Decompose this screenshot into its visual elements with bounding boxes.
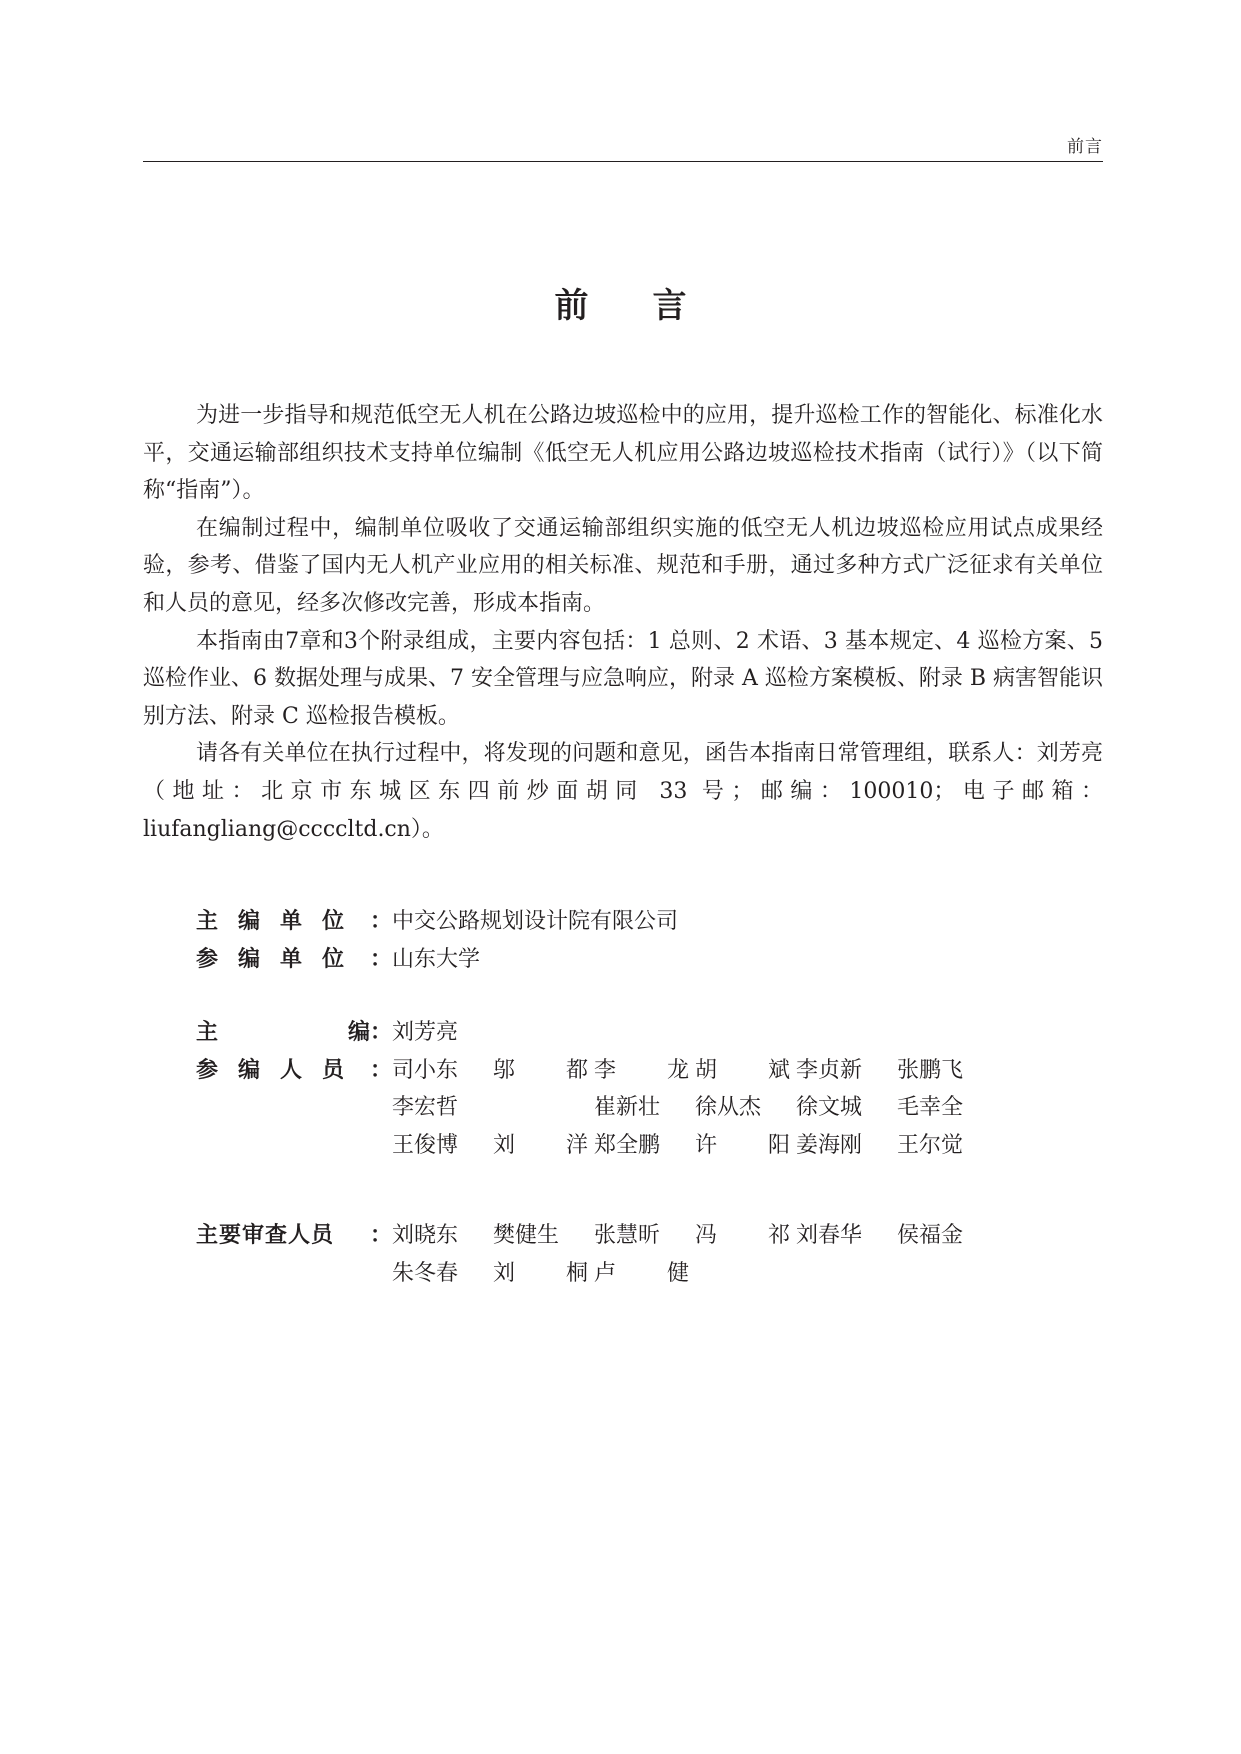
paragraph-contents: 本指南由7章和3个附录组成，主要内容包括：1 总则、2 术语、3 基本规定、4 巡检方案、5 巡检作业、6 数据处理与成果、7 安全管理与应急响应，附录 A 巡检方案模板、附录 B 病害智能识别方法、附录 C 巡检报告模板。 bbox=[143, 628, 1104, 729]
colon: ： bbox=[370, 1020, 393, 1045]
running-header: 前言 bbox=[1067, 137, 1103, 157]
person-name bbox=[493, 1089, 594, 1127]
person-name: 胡 斌 bbox=[695, 1057, 813, 1083]
preface-body bbox=[143, 397, 1103, 848]
paragraph-contact: 请各有关单位在执行过程中，将发现的问题和意见，函告本指南日常管理组，联系人：刘芳亮（地址：北京市东城区东四前炒面胡同 33 号；邮编：100010；电子邮箱：liufangliang@ccccltd.cn）。 bbox=[143, 741, 1103, 842]
person-name: 李 龙 bbox=[594, 1057, 712, 1083]
person-name: 许 阳 bbox=[695, 1132, 813, 1158]
chief-unit-value: 中交公路规划设计院有限公司 bbox=[392, 909, 679, 934]
name-row bbox=[392, 1052, 998, 1090]
name-row bbox=[392, 1127, 998, 1165]
person-name: 刘春华 bbox=[796, 1223, 863, 1248]
person-name: 樊健生 bbox=[493, 1223, 560, 1248]
editors-block bbox=[196, 1014, 1096, 1164]
person-name: 司小东 bbox=[392, 1057, 459, 1083]
colon: ： bbox=[370, 909, 393, 934]
chief-editor-label-b: 编 bbox=[347, 1020, 370, 1045]
person-name: 朱冬春 bbox=[392, 1260, 459, 1286]
person-name: 邬 都 bbox=[493, 1057, 611, 1083]
name-row bbox=[392, 1217, 998, 1255]
person-name: 郑全鹏 bbox=[594, 1132, 661, 1158]
colon: ： bbox=[370, 946, 393, 972]
person-name: 张慧昕 bbox=[594, 1223, 661, 1248]
person-name: 张鹏飞 bbox=[897, 1057, 964, 1083]
colon: ： bbox=[370, 1057, 393, 1083]
chief-editor-row bbox=[196, 1014, 1096, 1052]
reviewers-label: 主要审查人员 bbox=[196, 1223, 335, 1248]
co-unit-row bbox=[196, 941, 1096, 979]
name-row bbox=[392, 1255, 998, 1293]
person-name: 徐文城 bbox=[796, 1095, 863, 1121]
person-name: 李贞新 bbox=[796, 1057, 863, 1083]
person-name: 徐从杰 bbox=[695, 1095, 762, 1121]
person-name: 卢 健 bbox=[594, 1260, 712, 1286]
chief-unit-label: 主编单位 bbox=[196, 909, 365, 934]
reviewers-grid bbox=[392, 1217, 998, 1292]
person-name: 刘 洋 bbox=[493, 1132, 611, 1158]
person-name: 王俊博 bbox=[392, 1132, 459, 1158]
participants-grid bbox=[392, 1052, 998, 1165]
colon: ： bbox=[370, 1223, 393, 1248]
editing-units bbox=[196, 903, 1096, 978]
page-title: 前言 bbox=[554, 286, 751, 326]
participants-row bbox=[196, 1052, 1096, 1165]
chief-editor-label-a: 主 bbox=[196, 1020, 219, 1045]
reviewers-block bbox=[196, 1217, 1096, 1292]
paragraph-purpose: 为进一步指导和规范低空无人机在公路边坡巡检中的应用，提升巡检工作的智能化、标准化水平，交通运输部组织技术支持单位编制《低空无人机应用公路边坡巡检技术指南（试行）》（以下简称“指南”）。 bbox=[143, 403, 1103, 504]
reviewers-row bbox=[196, 1217, 1096, 1292]
person-name: 冯 祁 bbox=[695, 1223, 813, 1248]
person-name: 崔新壮 bbox=[594, 1095, 661, 1121]
chief-unit-row bbox=[196, 903, 1096, 941]
chief-editor-label bbox=[196, 1014, 370, 1052]
header-divider bbox=[143, 161, 1103, 162]
paragraph-process: 在编制过程中，编制单位吸收了交通运输部组织实施的低空无人机边坡巡检应用试点成果经验，参考、借鉴了国内无人机产业应用的相关标准、规范和手册，通过多种方式广泛征求有关单位和人员的意见，经多次修改完善，形成本指南。 bbox=[143, 515, 1103, 616]
person-name: 王尔觉 bbox=[897, 1132, 964, 1158]
participants-label: 参编人员 bbox=[196, 1057, 365, 1083]
person-name: 李宏哲 bbox=[392, 1095, 459, 1121]
co-unit-label: 参编单位 bbox=[196, 946, 365, 972]
co-unit-value: 山东大学 bbox=[392, 946, 481, 972]
person-name: 侯福金 bbox=[897, 1223, 964, 1248]
name-row bbox=[392, 1089, 998, 1127]
person-name: 刘 桐 bbox=[493, 1260, 611, 1286]
person-name: 刘晓东 bbox=[392, 1223, 459, 1248]
chief-editor-value: 刘芳亮 bbox=[392, 1020, 459, 1045]
person-name: 姜海刚 bbox=[796, 1132, 863, 1158]
person-name: 毛幸全 bbox=[897, 1095, 964, 1121]
